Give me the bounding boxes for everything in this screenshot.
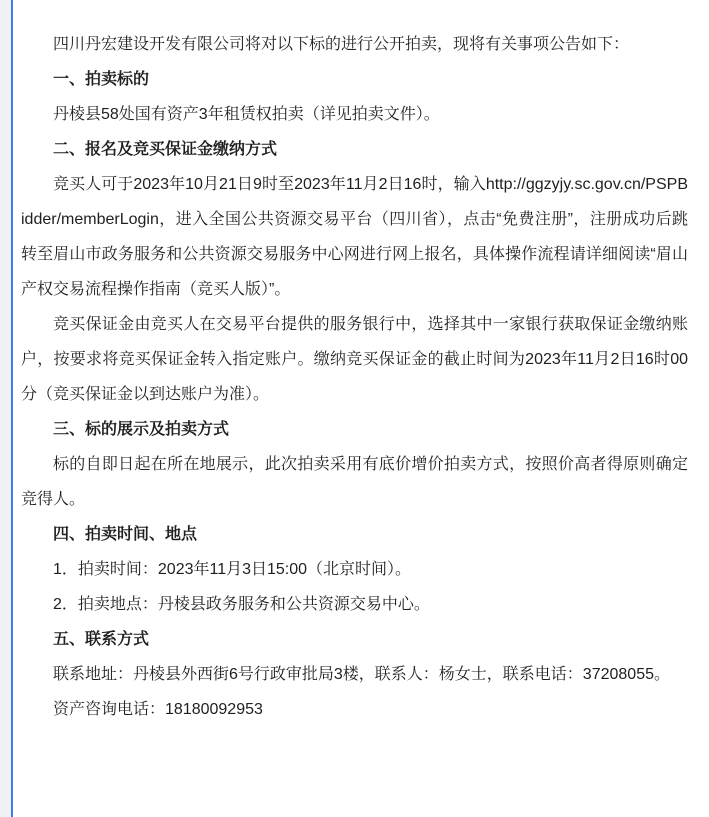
- section-1-paragraph-1: 丹棱县58处国有资产3年租赁权拍卖（详见拍卖文件）。: [53, 106, 440, 123]
- section-1-heading: 一、拍卖标的: [53, 71, 150, 88]
- section-2-paragraph-2: 竞买保证金由竞买人在交易平台提供的服务银行中，选择其中一家银行获取保证金缴纳账户，按要求将竞买保证金转入指定账户。缴纳竞买保证金的截止时间为2023年11月2日16时00分（竞买保证金以到达账户为准）。: [21, 316, 688, 403]
- section-3-paragraph-1: 标的自即日起在所在地展示，此次拍卖采用有底价增价拍卖方式，按照价高者得原则确定竞得人。: [21, 456, 688, 508]
- left-accent-line: [11, 0, 13, 817]
- intro-paragraph: 四川丹宏建设开发有限公司将对以下标的进行公开拍卖，现将有关事项公告如下：: [53, 36, 630, 53]
- section-2-paragraph-1: 竞买人可于2023年10月21日9时至2023年11月2日16时，输入http://ggzyjy.sc.gov.cn/PSPBidder/memberLogin，进入全国公共资源交易平台（四川省），点击“免费注册”，注册成功后跳转至眉山市政务服务和公共资源交易服务中心网进行网上报名，具体操作流程请详细阅读“眉山产权交易流程操作指南（竞买人版）”。: [21, 176, 688, 298]
- announcement-document: [21, 27, 688, 727]
- section-3-heading: 三、标的展示及拍卖方式: [53, 421, 230, 438]
- section-5-heading: 五、联系方式: [53, 631, 150, 648]
- page-gutter: [0, 0, 11, 817]
- section-4-item-auction-place: 2．拍卖地点：丹棱县政务服务和公共资源交易中心。: [53, 596, 430, 613]
- section-5-contact-address: 联系地址：丹棱县外西街6号行政审批局3楼，联系人：杨女士，联系电话：37208055。: [53, 666, 670, 683]
- section-4-item-auction-time: 1．拍卖时间：2023年11月3日15:00（北京时间）。: [53, 561, 412, 578]
- section-2-heading: 二、报名及竞买保证金缴纳方式: [53, 141, 278, 158]
- section-5-asset-inquiry-phone: 资产咨询电话：18180092953: [53, 701, 263, 718]
- section-4-heading: 四、拍卖时间、地点: [53, 526, 198, 543]
